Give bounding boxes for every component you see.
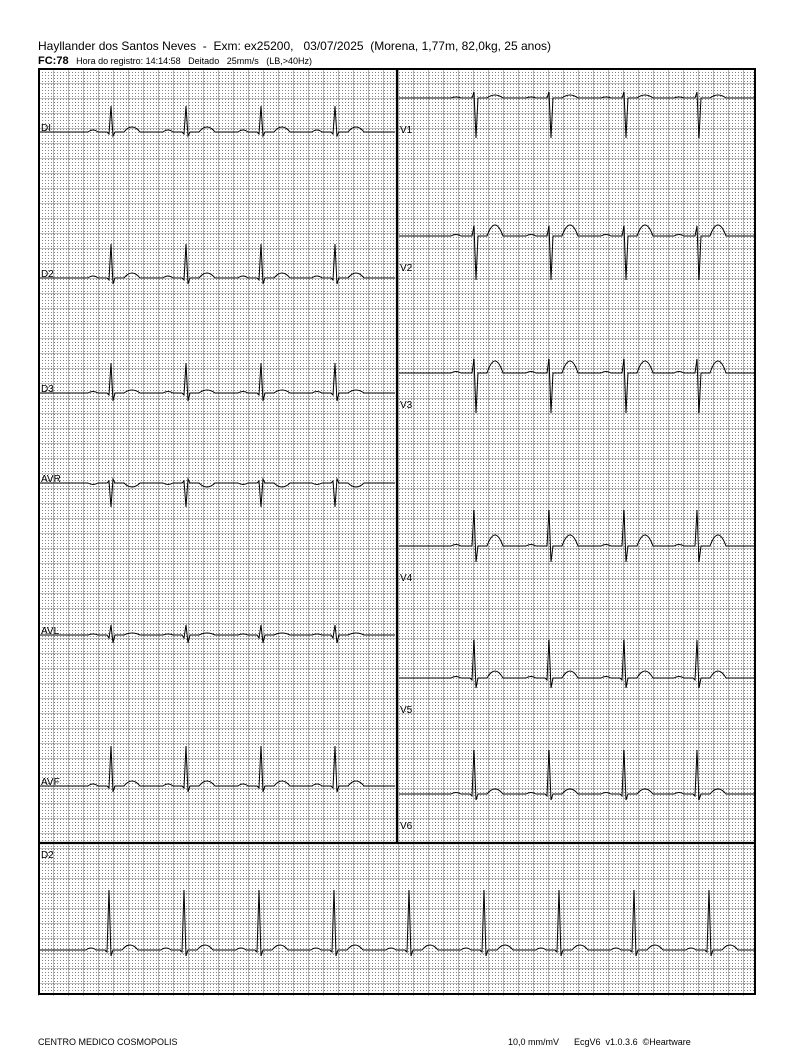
heart-rate: FC:78 [38,55,69,67]
lead-label-avr: AVR [41,474,61,485]
lead-label-rhythm-d2: D2 [41,850,54,861]
footer-info [508,1037,691,1047]
record-time: Hora do registro: 14:14:58 [76,56,181,66]
lead-label-d3: D3 [41,384,54,395]
patient-name: Hayllander dos Santos Neves [38,39,197,53]
filter-setting: (LB,>40Hz) [266,56,313,66]
lead-label-v6: V6 [400,821,413,832]
exam-date: 03/07/2025 [303,39,364,53]
paper-speed: 25mm/s [226,56,259,66]
gain-setting: 10,0 mm/mV [508,1037,560,1047]
ecg-grid-svg [38,68,756,996]
recording-info [38,55,312,67]
lead-label-v5: V5 [400,705,413,716]
lead-label-v3: V3 [400,400,413,411]
patient-position: Deitado [188,56,220,66]
patient-info: (Morena, 1,77m, 82,0kg, 25 anos) [370,39,552,53]
lead-label-v1: V1 [400,125,413,136]
lead-label-avf: AVF [41,777,60,788]
lead-label-v4: V4 [400,573,413,584]
exam-header [38,39,551,53]
lead-label-v2: V2 [400,263,413,274]
clinic-name: CENTRO MEDICO COSMOPOLIS [38,1037,178,1047]
lead-label-di: DI [41,123,51,134]
lead-label-d2: D2 [41,269,54,280]
software-version: EcgV6 v1.0.3.6 ©Heartware [574,1037,691,1047]
ecg-chart [38,68,756,1001]
header-separator: - [202,39,207,53]
lead-label-avl: AVL [41,626,60,637]
exam-id: Exm: ex25200, [213,39,294,53]
